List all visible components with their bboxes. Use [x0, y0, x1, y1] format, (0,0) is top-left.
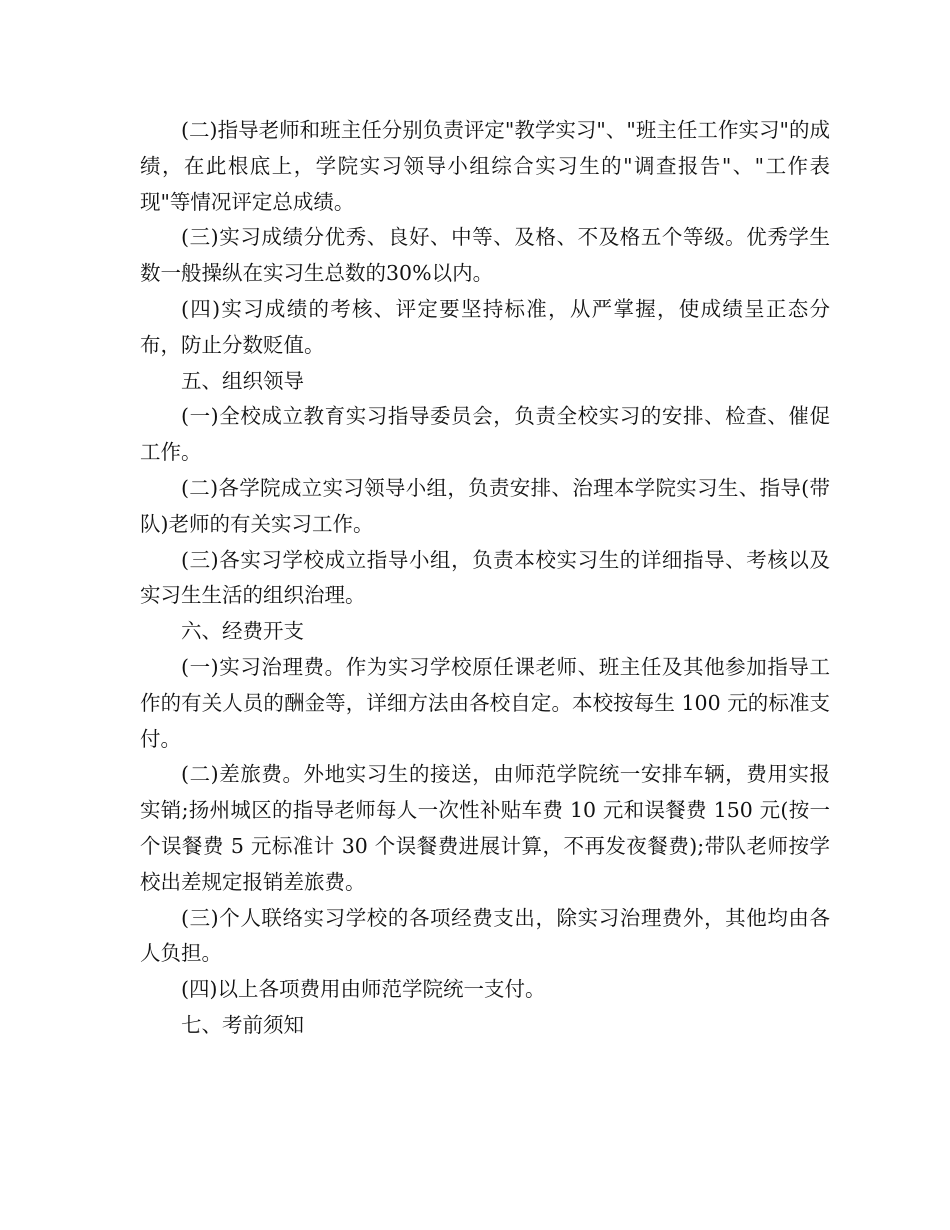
paragraph-payment: (四)以上各项费用由师范学院统一支付。 — [181, 977, 546, 1002]
section-heading-notes: 七、考前须知 — [181, 1012, 304, 1037]
paragraph-grading-standards: (四)实习成绩的考核、评定要坚持标准，从严掌握，使成绩呈正态分布，防止分数贬值。 — [140, 296, 830, 357]
paragraph-committee: (一)全校成立教育实习指导委员会，负责全校实习的安排、检查、催促工作。 — [140, 404, 830, 465]
paragraph-travel-expenses: (二)差旅费。外地实习生的接送，由师范学院统一安排车辆，费用实报实销;扬州城区的指导老师每人一次性补贴车费 10 元和误餐费 150 元(按一个误餐费 5 元标准计 30 个误餐费进展计算，不再发夜餐费);带队老师按学校出差规定报销差旅费。 — [140, 762, 830, 894]
paragraph-management-fee: (一)实习治理费。作为实习学校原任课老师、班主任及其他参加指导工作的有关人员的酬金等，详细方法由各校自定。本校按每生 100 元的标准支付。 — [140, 654, 830, 751]
paragraph-personal-expenses: (三)个人联络实习学校的各项经费支出，除实习治理费外，其他均由各人负担。 — [140, 905, 830, 966]
paragraph-college-group: (二)各学院成立实习领导小组，负责安排、治理本学院实习生、指导(带队)老师的有关实习工作。 — [140, 475, 830, 536]
paragraph-school-group: (三)各实习学校成立指导小组，负责本校实习生的详细指导、考核以及实习生生活的组织治理。 — [140, 547, 830, 608]
paragraph-grading-responsibility: (二)指导老师和班主任分别负责评定"教学实习"、"班主任工作实习"的成绩，在此根底上，学院实习领导小组综合实习生的"调查报告"、"工作表现"等情况评定总成绩。 — [140, 118, 830, 214]
section-heading-organization: 五、组织领导 — [181, 368, 304, 393]
section-heading-expenses: 六、经费开支 — [181, 619, 304, 644]
paragraph-grade-levels: (三)实习成绩分优秀、良好、中等、及格、不及格五个等级。优秀学生数一般操纵在实习生总数的30%以内。 — [140, 225, 830, 286]
document-body — [140, 113, 830, 1044]
